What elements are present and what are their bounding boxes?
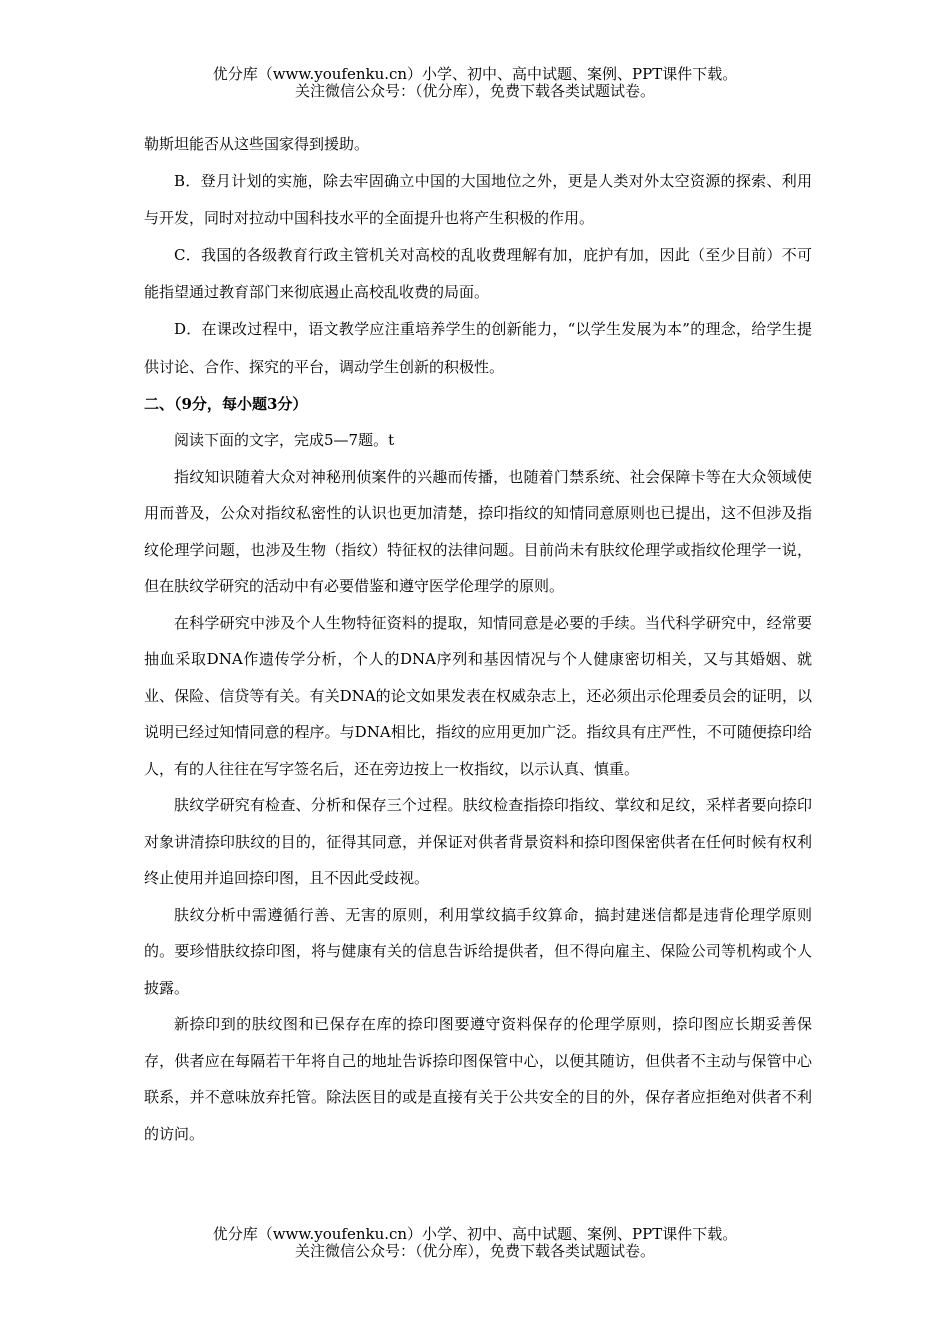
page-footer [0, 1226, 950, 1260]
passage-paragraph-1: 指纹知识随着大众对神秘刑侦案件的兴趣而传播，也随着门禁系统、社会保障卡等在大众领域使用而普及，公众对指纹私密性的认识也更加清楚，捺印指纹的知情同意原则也已提出，这不但涉及指纹伦理学问题，也涉及生物（指纹）特征权的法律问题。目前尚未有肤纹伦理学或指纹伦理学一说，但在肤纹学研究的活动中有必要借鉴和遵守医学伦理学的原则。 [144, 467, 812, 596]
option-d: D．在课改过程中，语文教学应注重培养学生的创新能力，“以学生发展为本”的理念，给学生提供讨论、合作、探究的平台，调动学生创新的积极性。 [144, 320, 812, 376]
option-c: C．我国的各级教育行政主管机关对高校的乱收费理解有加，庇护有加，因此（至少目前）不可能指望通过教育部门来彻底遏止高校乱收费的局面。 [144, 245, 812, 302]
passage-paragraph-4: 肤纹分析中需遵循行善、无害的原则，利用掌纹搞手纹算命，搞封建迷信都是违背伦理学原则的。要珍惜肤纹捺印图，将与健康有关的信息告诉给提供者，但不得向雇主、保险公司等机构或个人披露。 [144, 905, 812, 997]
page-header [0, 66, 950, 100]
continuation-text: 勒斯坦能否从这些国家得到援助。 [144, 135, 370, 153]
header-line-2: 关注微信公众号：（优分库），免费下载各类试题试卷。 [294, 82, 655, 100]
reading-instruction: 阅读下面的文字，完成5—7题。t [174, 431, 395, 450]
passage-paragraph-3: 肤纹学研究有检查、分析和保存三个过程。肤纹检查指捺印指纹、掌纹和足纹，采样者要向捺印对象讲清捺印肤纹的目的，征得其同意，并保证对供者背景资料和捺印图保密供者在任何时候有权利终止使用并追回捺印图，且不因此受歧视。 [144, 796, 812, 888]
footer-line-1: 优分库（www.youfenku.cn）小学、初中、高中试题、案例、PPT课件下载。 [212, 1225, 738, 1243]
option-b: B．登月计划的实施，除去牢固确立中国的大国地位之外，更是人类对外太空资源的探索、利用与开发，同时对拉动中国科技水平的全面提升也将产生积极的作用。 [144, 171, 812, 227]
document-body [144, 126, 812, 1152]
header-line-1: 优分库（www.youfenku.cn）小学、初中、高中试题、案例、PPT课件下载。 [212, 65, 738, 83]
passage-paragraph-5: 新捺印到的肤纹图和已保存在库的捺印图要遵守资料保存的伦理学原则，捺印图应长期妥善保存，供者应在每隔若干年将自己的地址告诉捺印图保管中心，以便其随访，但供者不主动与保管中心联系，并不意味放弃托管。除法医目的或是直接有关于公共安全的目的外，保存者应拒绝对供者不利的访问。 [144, 1015, 812, 1143]
passage-paragraph-2: 在科学研究中涉及个人生物特征资料的提取，知情同意是必要的手续。当代科学研究中，经常要抽血采取DNA作遗传学分析，个人的DNA序列和基因情况与个人健康密切相关，又与其婚姻、就业、保险、信贷等有关。有关DNA的论文如果发表在权威杂志上，还必须出示伦理委员会的证明，以说明已经过知情同意的程序。与DNA相比，指纹的应用更加广泛。指纹具有庄严性，不可随便捺印给人，有的人往往在写字签名后，还在旁边按上一枚指纹，以示认真、慎重。 [144, 613, 812, 778]
footer-line-2: 关注微信公众号：（优分库），免费下载各类试题试卷。 [294, 1242, 655, 1260]
section-title: 二、（9分，每小题3分） [144, 394, 308, 413]
